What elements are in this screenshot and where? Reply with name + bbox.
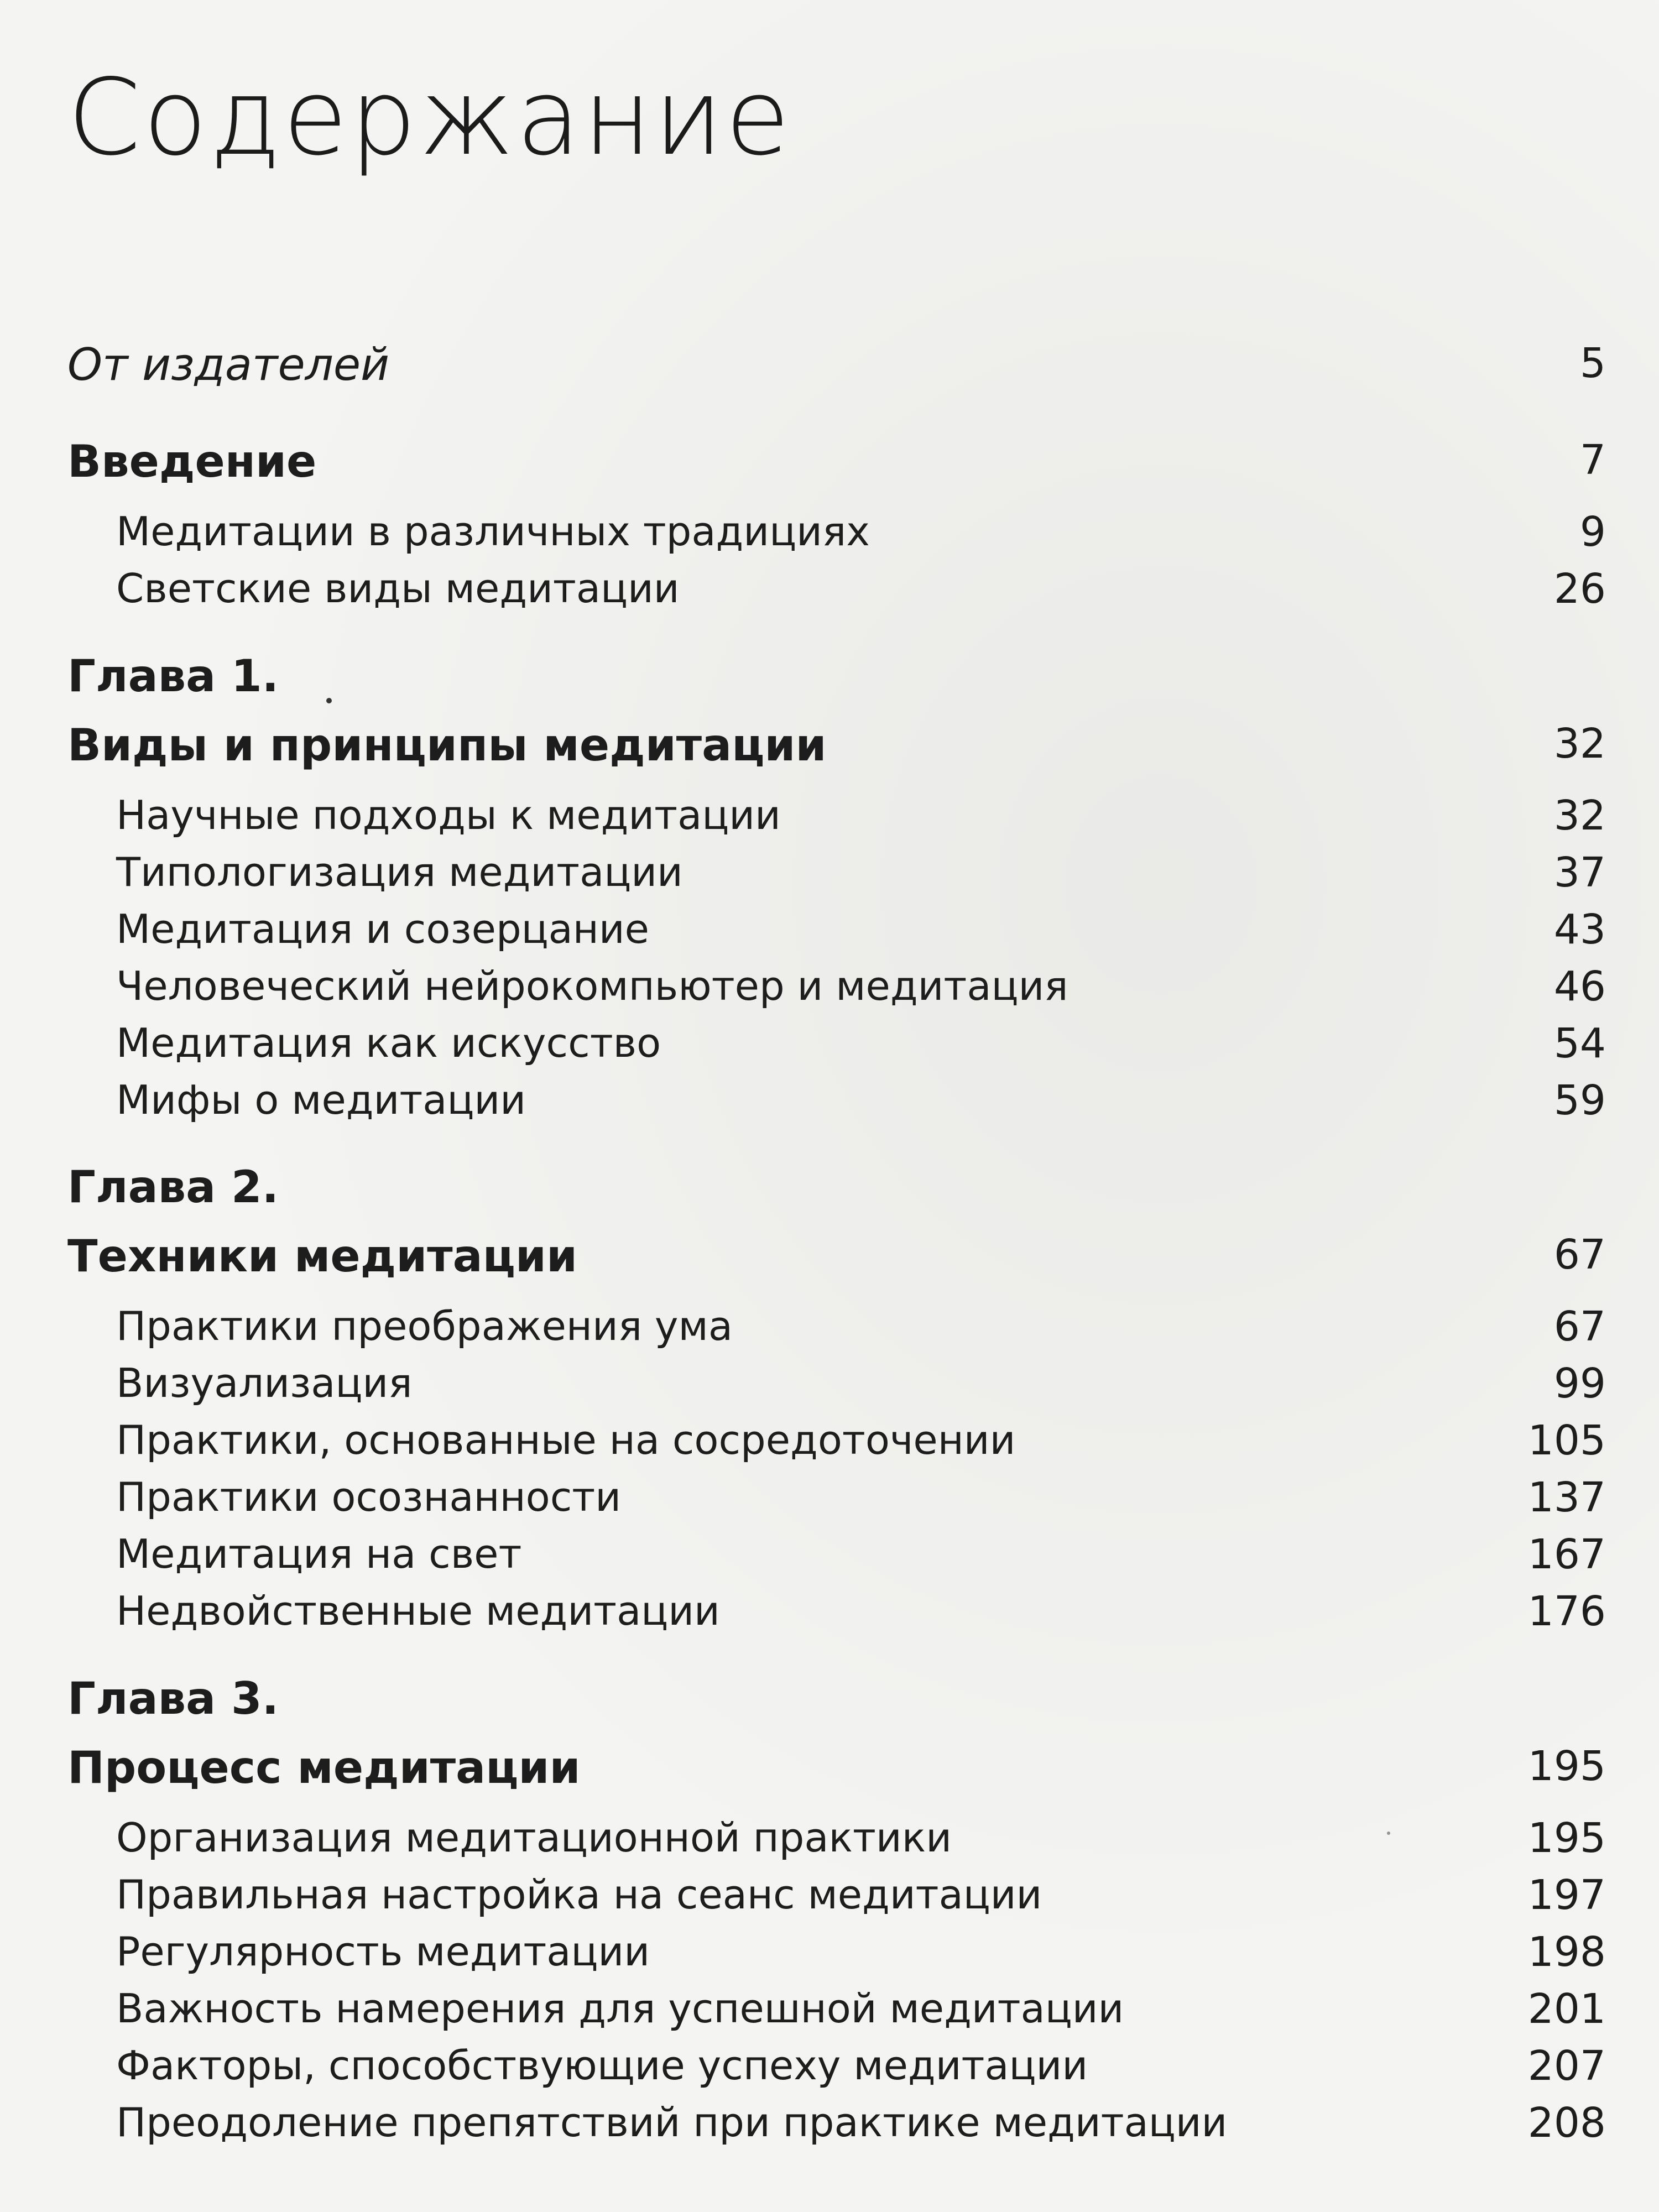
toc-page-number: 46 (1553, 963, 1606, 1010)
page-title: Содержание (67, 56, 792, 179)
toc-entry-title: Светские виды медитации (116, 565, 680, 612)
toc-page-number: 32 (1553, 720, 1606, 768)
toc-subentry (0, 1814, 1659, 1873)
toc-heading (0, 719, 1659, 779)
toc-entry-title: Техники медитации (67, 1230, 578, 1282)
toc-subentry (0, 1474, 1659, 1532)
toc-subentry (0, 1928, 1659, 1987)
toc-entry-title: Практики осознанности (116, 1474, 622, 1520)
toc-heading (0, 1742, 1659, 1801)
toc-entry-title: Практики преображения ума (116, 1303, 733, 1349)
toc-subentry (0, 1417, 1659, 1475)
toc-page-number: 67 (1553, 1303, 1606, 1350)
toc-entry-title: Недвойственные медитации (116, 1588, 720, 1634)
toc-subentry (0, 792, 1659, 851)
toc-page-number: 207 (1527, 2042, 1606, 2090)
toc-entry-title: Регулярность медитации (116, 1928, 650, 1975)
toc-page-number: 197 (1527, 1871, 1606, 1919)
toc-page-number: 59 (1553, 1077, 1606, 1124)
toc-page-number: 54 (1553, 1020, 1606, 1067)
toc-subentry (0, 906, 1659, 964)
toc-subentry (0, 508, 1659, 567)
toc-page-number: 5 (1579, 340, 1606, 387)
toc-page-number: 137 (1527, 1474, 1606, 1521)
toc-page-number: 195 (1527, 1814, 1606, 1862)
toc-page-number: 201 (1527, 1985, 1606, 2033)
toc-entry-title: Человеческий нейрокомпьютер и медитация (116, 963, 1068, 1009)
toc-subentry (0, 963, 1659, 1021)
toc-entry-title: Глава 2. (67, 1161, 279, 1213)
toc-heading (0, 436, 1659, 495)
toc-page-number: 208 (1527, 2099, 1606, 2147)
toc-page-number: 195 (1527, 1743, 1606, 1790)
toc-subentry (0, 2042, 1659, 2101)
toc-page-number: 9 (1579, 508, 1606, 556)
toc-subentry (0, 2099, 1659, 2158)
toc-entry-title: Введение (67, 436, 317, 487)
toc-entry-title: Практики, основанные на сосредоточении (116, 1417, 1016, 1463)
toc-heading (0, 1230, 1659, 1290)
toc-page-number: 7 (1579, 436, 1606, 484)
toc-entry-title: Преодоление препятствий при практике медитации (116, 2099, 1228, 2146)
toc-subentry (0, 1531, 1659, 1589)
toc-entry-title: Важность намерения для успешной медитации (116, 1985, 1124, 2032)
toc-page-number: 198 (1527, 1928, 1606, 1976)
toc-entry-title: Медитация и созерцание (116, 906, 649, 952)
toc-subentry (0, 1303, 1659, 1361)
toc-heading (0, 650, 1659, 709)
toc-subentry (0, 1871, 1659, 1930)
toc-page-number: 37 (1553, 849, 1606, 896)
toc-entry-title: Типологизация медитации (116, 849, 683, 895)
toc-entry-title: Медитация на свет (116, 1531, 522, 1577)
toc-entry-title: Процесс медитации (67, 1742, 581, 1793)
toc-entry-title: Глава 1. (67, 650, 279, 702)
toc-entry-title: Правильная настройка на сеанс медитации (116, 1871, 1042, 1918)
toc-page-number: 167 (1527, 1531, 1606, 1578)
toc-subentry (0, 1588, 1659, 1646)
toc-entry-title: Мифы о медитации (116, 1077, 526, 1123)
toc-heading (0, 1673, 1659, 1732)
toc-entry-title: Медитация как искусство (116, 1020, 661, 1066)
toc-page-number: 43 (1553, 906, 1606, 953)
toc-subentry (0, 1360, 1659, 1418)
toc-page-number: 32 (1553, 792, 1606, 839)
toc-entry-preface (0, 339, 1659, 398)
toc-page-number: 176 (1527, 1588, 1606, 1635)
toc-page-number: 67 (1553, 1231, 1606, 1279)
toc-entry-title: Виды и принципы медитации (67, 719, 827, 771)
toc-entry-title: Визуализация (116, 1360, 413, 1406)
toc-entry-title: Научные подходы к медитации (116, 792, 781, 838)
toc-subentry (0, 1020, 1659, 1078)
toc-entry-title: Медитации в различных традициях (116, 508, 870, 555)
toc-entry-title: Факторы, способствующие успеху медитации (116, 2042, 1088, 2089)
toc-page-number: 105 (1527, 1417, 1606, 1464)
toc-page-number: 26 (1553, 565, 1606, 613)
toc-subentry (0, 1077, 1659, 1135)
toc-subentry (0, 1985, 1659, 2044)
toc-entry-title: От издателей (67, 339, 390, 390)
toc-heading (0, 1161, 1659, 1220)
toc-page-number: 99 (1553, 1360, 1606, 1407)
toc-subentry (0, 849, 1659, 907)
toc-subentry (0, 565, 1659, 624)
toc-entry-title: Организация медитационной практики (116, 1814, 952, 1861)
toc-entry-title: Глава 3. (67, 1673, 279, 1724)
paper-speck (1387, 1832, 1390, 1835)
paper-speck (326, 698, 332, 703)
